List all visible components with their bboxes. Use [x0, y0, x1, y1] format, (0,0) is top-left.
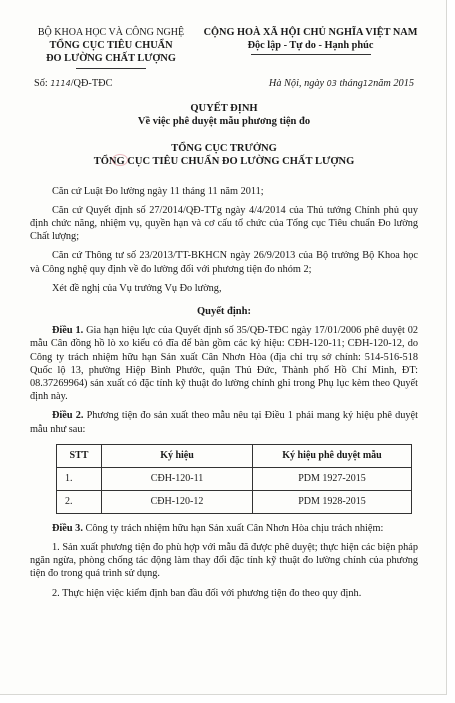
nation-name: CỘNG HOÀ XÃ HỘI CHỦ NGHĨA VIỆT NAM [203, 27, 418, 38]
table-row [57, 490, 412, 513]
table-cell-stt: 1. [57, 467, 102, 490]
decides-heading: Quyết định: [197, 306, 251, 318]
reference-line [30, 77, 418, 90]
preamble-decree: Căn cứ Quyết định số 27/2014/QĐ-TTg ngày 4/4/2014 của Thủ tướng Chính phủ quy định chức năng, nhiệm vụ, quyền hạn và cơ cấu tổ chức của Tổng cục Tiêu chuẩn Đo lường Chất lượng; [30, 204, 418, 243]
table-cell-symbol: CĐH-120-11 [102, 467, 253, 490]
document-header [30, 26, 418, 69]
decision-number-suffix: /QĐ-TĐC [70, 77, 113, 89]
table-cell-symbol: CĐH-120-12 [102, 490, 253, 513]
article-1-label: Điều 1. [52, 325, 84, 337]
decision-title: QUYẾT ĐỊNH [190, 102, 258, 114]
approval-table [56, 444, 412, 514]
date-month: 12 [362, 78, 374, 88]
article-2 [30, 409, 418, 435]
motto-underline [251, 54, 371, 55]
article-3 [30, 522, 418, 535]
agency-name-line2: ĐO LƯỜNG CHẤT LƯỢNG [46, 53, 176, 65]
ministry-name: BỘ KHOA HỌC VÀ CÔNG NGHỆ [37, 27, 185, 38]
article-3-label: Điều 3. [52, 522, 83, 534]
article-2-label: Điều 2. [52, 410, 84, 422]
date-year: năm 2015 [373, 77, 414, 89]
table-row [57, 467, 412, 490]
article-3-item-1: 1. Sản xuất phương tiện đo phù hợp với mẫu đã được phê duyệt; thực hiện các biện pháp ngăn ngừa, phòng chống tác động làm thay đổi đặc tính kỹ thuật đo lường chính của phương tiện đo trong quá trình sử dụng. [30, 542, 418, 580]
date-prefix: Hà Nội, ngày [268, 77, 325, 89]
decision-number-prefix: Số: [34, 77, 48, 89]
article-1 [30, 324, 418, 403]
article-3-item-2: 2. Thực hiện việc kiểm định ban đầu đối với phương tiện đo theo quy định. [52, 587, 362, 599]
issuing-agency [30, 26, 192, 69]
place-and-date [269, 77, 418, 90]
article-1-text: Gia hạn hiệu lực của Quyết định số 35/QĐ-TĐC ngày 17/01/2006 phê duyệt 02 mẫu Cân đồng hồ lò xo kiểu có đĩa để bàn gồm các ký hiệu: CĐH-120-11; CĐH-120-12, do Công ty trách nhiệm hữu hạn Sản xuất Cân Nhơn Hòa (địa chỉ trụ sở chính: 514-516-518 Quốc lộ 13, phường Hiệp Bình Phước, quận Thủ Đức, Thành phố Hồ Chí Minh, ĐT: 08.37269964) sản xuất có đặc tính kỹ thuật đo lường chính ghi trong Phụ lục kèm theo Quyết định này. [30, 325, 418, 403]
article-2-text: Phương tiện đo sản xuất theo mẫu nêu tại Điều 1 phải mang ký hiệu phê duyệt mẫu như sau: [30, 410, 418, 435]
agency-underline [76, 68, 146, 69]
table-cell-approval: PDM 1927-2015 [253, 467, 412, 490]
faint-stamp-mark [112, 154, 128, 166]
national-heading [203, 26, 418, 69]
table-header-row [57, 444, 412, 467]
table-header-symbol: Ký hiệu [102, 444, 253, 467]
national-motto: Độc lập - Tự do - Hạnh phúc [247, 40, 374, 52]
preamble-law: Căn cứ Luật Đo lường ngày 11 tháng 11 năm 2011; [52, 185, 264, 197]
decision-number [30, 77, 112, 90]
authority-title: TỔNG CỤC TRƯỞNG [171, 143, 277, 155]
authority-agency: TỔNG CỤC TIÊU CHUẨN ĐO LƯỜNG CHẤT LƯỢNG [93, 156, 355, 168]
table-header-approval: Ký hiệu phê duyệt mẫu [253, 444, 412, 467]
article-3-text: Công ty trách nhiệm hữu hạn Sản xuất Cân Nhơn Hòa chịu trách nhiệm: [85, 522, 384, 534]
decision-subject: Về việc phê duyệt mẫu phương tiện đo [137, 116, 311, 128]
table-cell-stt: 2. [57, 490, 102, 513]
agency-name-line1: TỔNG CỤC TIÊU CHUẨN [49, 40, 173, 52]
decision-number-handwritten: 1114 [50, 78, 71, 88]
table-header-stt: STT [57, 444, 102, 467]
preamble-proposal: Xét đề nghị của Vụ trưởng Vụ Đo lường, [52, 282, 222, 294]
table-cell-approval: PDM 1928-2015 [253, 490, 412, 513]
date-day: 03 [326, 78, 337, 88]
date-month-label: tháng [339, 77, 363, 89]
preamble-circular: Căn cứ Thông tư số 23/2013/TT-BKHCN ngày 26/9/2013 của Bộ trưởng Bộ Khoa học và Công nghệ quy định về đo lường đối với phương tiện đo nhóm 2; [30, 250, 418, 275]
